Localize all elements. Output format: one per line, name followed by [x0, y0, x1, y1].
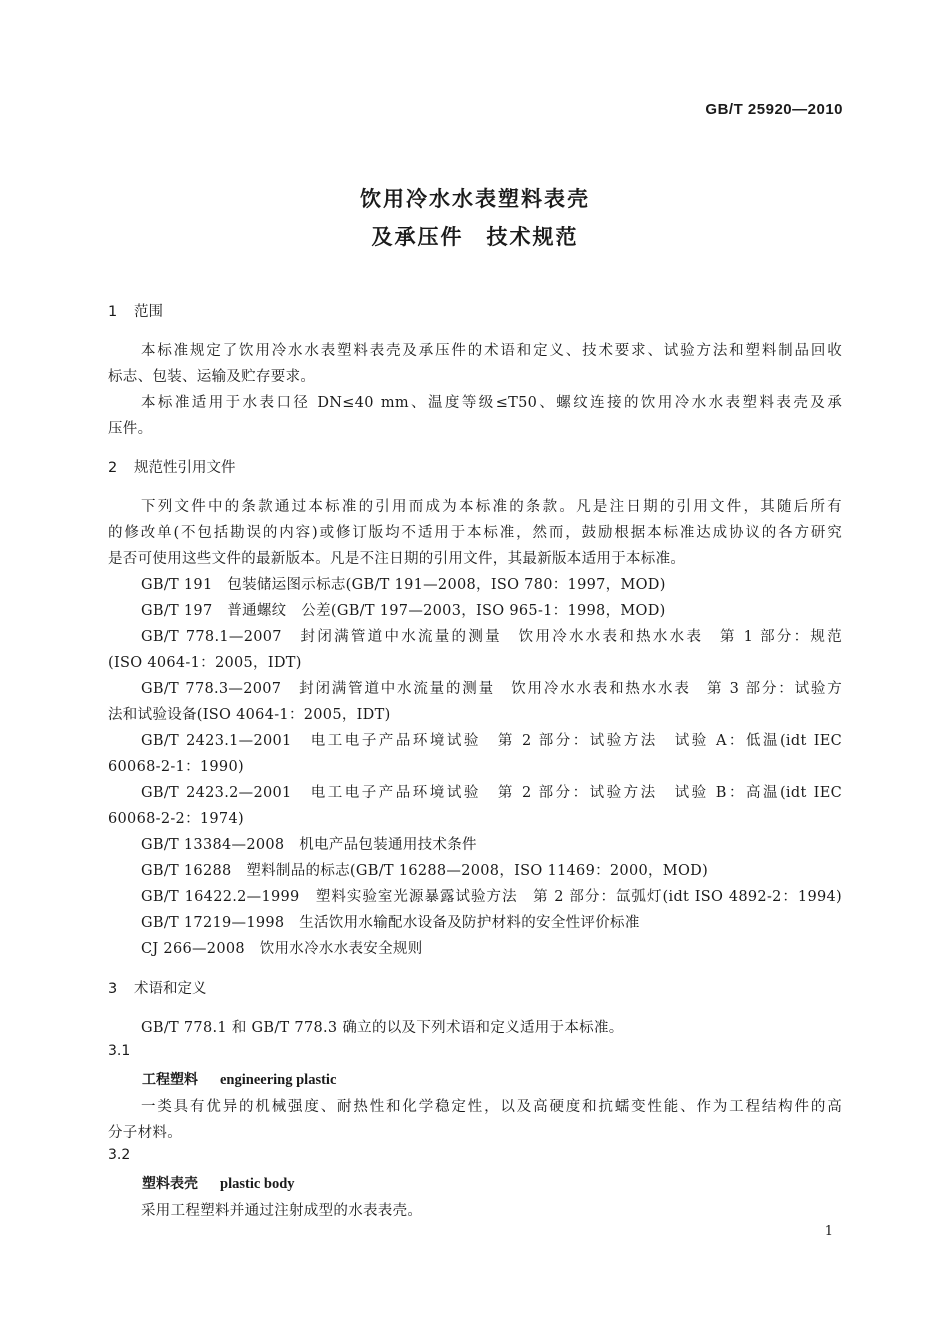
section-2-heading [108, 456, 236, 477]
standard-code: GB/T 25920—2010 [705, 101, 843, 118]
term-number: 3.1 [108, 1043, 131, 1059]
section-number: 3 [108, 981, 118, 997]
section-title: 范围 [134, 304, 163, 320]
term-definition-line: 采用工程塑料并通过注射成型的水表表壳。 [141, 1203, 423, 1219]
section-1-heading [108, 300, 163, 321]
term-chinese: 塑料表壳 [142, 1176, 198, 1192]
reference-item: GB/T 16422.2—1999 塑料实验室光源暴露试验方法 第 2 部分：氙弧灯(idt ISO 4892-2：1994) [141, 889, 842, 905]
paragraph-line: 标志、包装、运输及贮存要求。 [108, 369, 316, 385]
term-chinese: 工程塑料 [142, 1072, 198, 1088]
reference-item: GB/T 17219—1998 生活饮用水输配水设备及防护材料的安全性评价标准 [141, 915, 640, 931]
term-english: plastic body [220, 1176, 295, 1192]
reference-item: GB/T 2423.1—2001 电工电子产品环境试验 第 2 部分：试验方法 试验 A：低温(idt IEC [141, 733, 842, 749]
paragraph-line: 下列文件中的条款通过本标准的引用而成为本标准的条款。凡是注日期的引用文件，其随后所有 [141, 499, 842, 515]
term-heading [142, 1173, 295, 1193]
reference-item: GB/T 778.3—2007 封闭满管道中水流量的测量 饮用冷水水表和热水水表 第 3 部分：试验方 [141, 681, 842, 697]
section-title: 规范性引用文件 [134, 460, 236, 476]
reference-item: GB/T 16288 塑料制品的标志(GB/T 16288—2008，ISO 11469：2000，MOD) [141, 863, 709, 879]
section-number: 2 [108, 460, 118, 476]
paragraph-line: GB/T 778.1 和 GB/T 778.3 确立的以及下列术语和定义适用于本标准。 [141, 1020, 624, 1036]
reference-item-continued: 60068-2-1：1990) [108, 759, 244, 775]
term-number: 3.2 [108, 1147, 131, 1163]
paragraph-line: 本标准规定了饮用冷水水表塑料表壳及承压件的术语和定义、技术要求、试验方法和塑料制品回收 [141, 343, 842, 359]
reference-item: GB/T 778.1—2007 封闭满管道中水流量的测量 饮用冷水水表和热水水表 第 1 部分：规范 [141, 629, 842, 645]
term-definition-line: 一类具有优异的机械强度、耐热性和化学稳定性，以及高硬度和抗蠕变性能、作为工程结构件的高 [141, 1099, 842, 1115]
paragraph-line: 的修改单(不包括勘误的内容)或修订版均不适用于本标准，然而，鼓励根据本标准达成协议的各方研究 [108, 525, 842, 541]
page-number: 1 [824, 1224, 833, 1239]
reference-item: CJ 266—2008 饮用水冷水水表安全规则 [141, 941, 423, 957]
paragraph-line: 是否可使用这些文件的最新版本。凡是不注日期的引用文件，其最新版本适用于本标准。 [108, 551, 686, 567]
document-title-line-1: 饮用冷水水表塑料表壳 [360, 187, 590, 211]
reference-item-continued: 60068-2-2：1974) [108, 811, 244, 827]
term-english: engineering plastic [220, 1072, 337, 1088]
section-title: 术语和定义 [134, 981, 207, 997]
section-number: 1 [108, 304, 118, 320]
reference-item-continued: 法和试验设备(ISO 4064-1：2005，IDT) [108, 707, 391, 723]
reference-item-continued: (ISO 4064-1：2005，IDT) [108, 655, 302, 671]
term-heading [142, 1069, 336, 1089]
paragraph-line: 本标准适用于水表口径 DN≤40 mm、温度等级≤T50、螺纹连接的饮用冷水水表塑料表壳及承 [141, 395, 842, 411]
term-definition-line: 分子材料。 [108, 1125, 182, 1141]
section-3-heading [108, 977, 207, 998]
reference-item: GB/T 197 普通螺纹 公差(GB/T 197—2003，ISO 965-1：1998，MOD) [141, 603, 666, 619]
paragraph-line: 压件。 [108, 421, 153, 437]
document-title-line-2: 及承压件 技术规范 [371, 225, 579, 249]
reference-item: GB/T 191 包装储运图示标志(GB/T 191—2008，ISO 780：1997，MOD) [141, 577, 666, 593]
reference-item: GB/T 13384—2008 机电产品包装通用技术条件 [141, 837, 477, 853]
reference-item: GB/T 2423.2—2001 电工电子产品环境试验 第 2 部分：试验方法 试验 B：高温(idt IEC [141, 785, 842, 801]
